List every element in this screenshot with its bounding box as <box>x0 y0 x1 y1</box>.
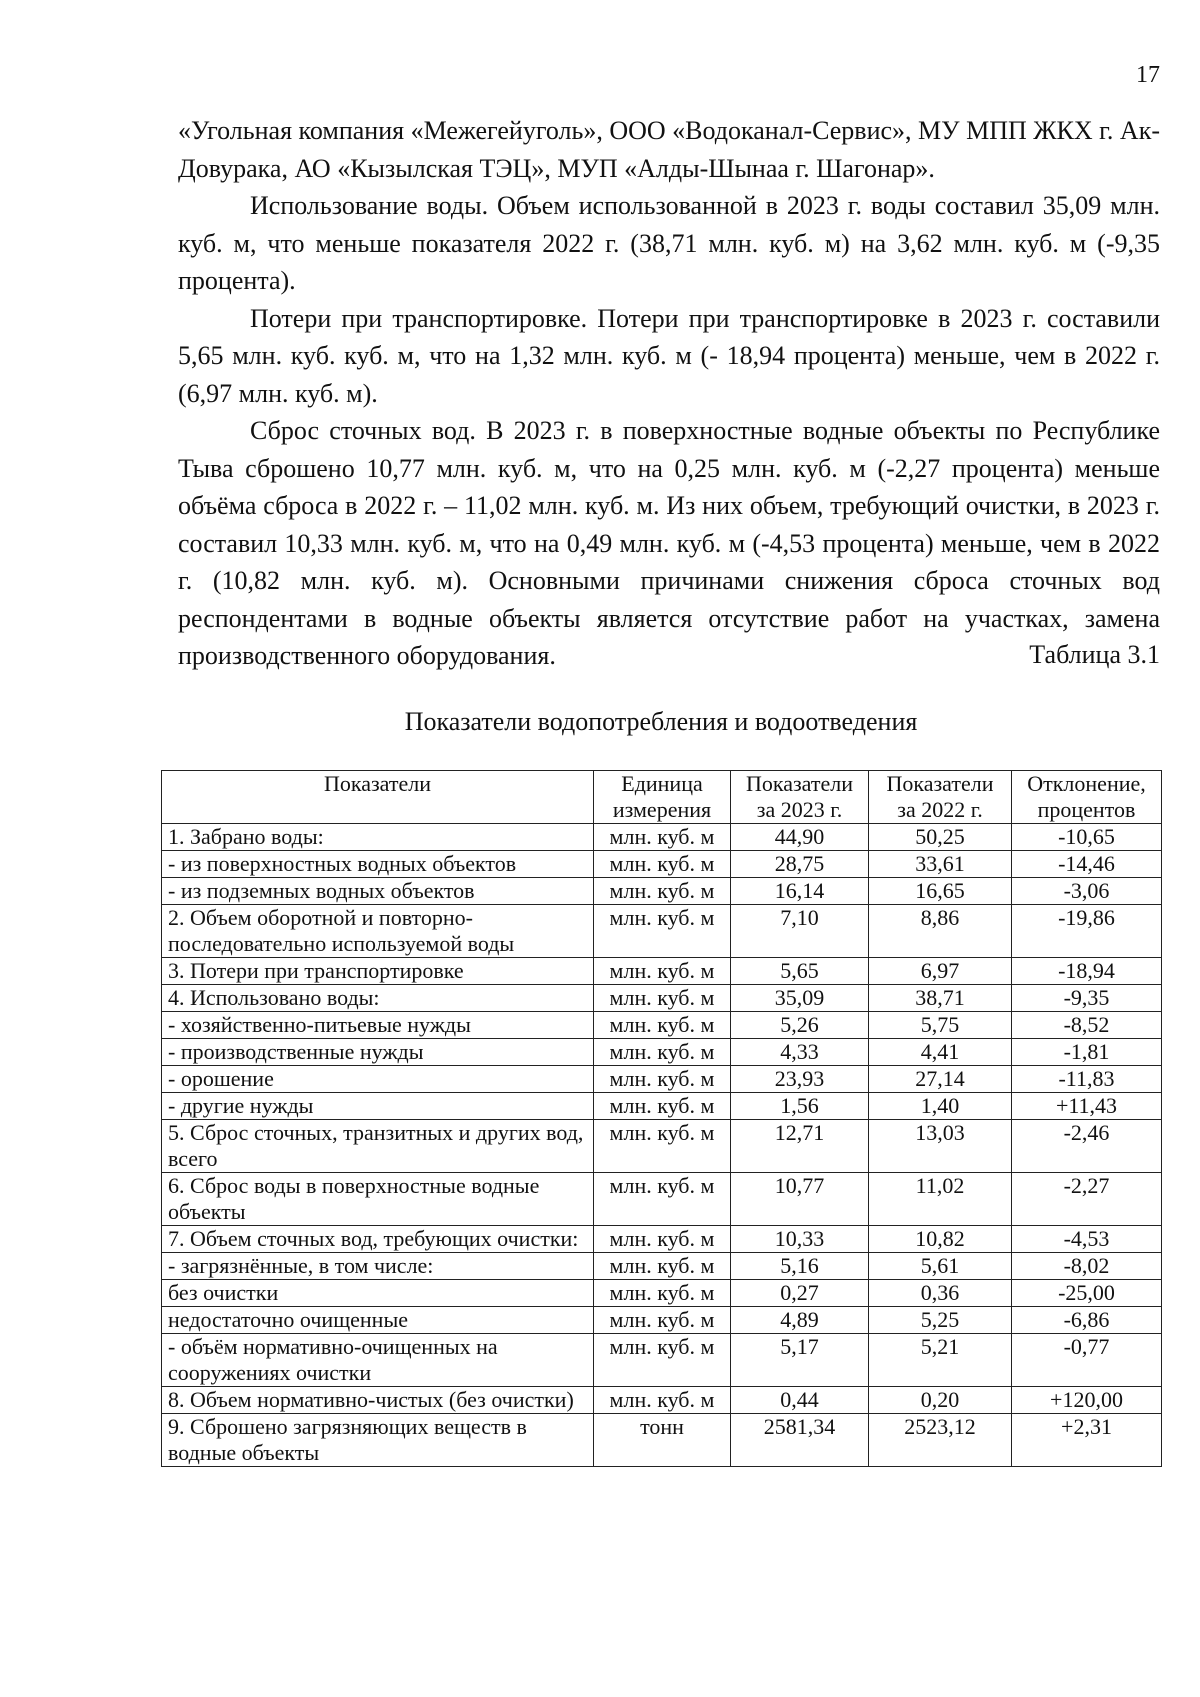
unit: тонн <box>594 1414 731 1467</box>
table-row <box>162 1093 1162 1120</box>
unit: млн. куб. м <box>594 1307 731 1334</box>
value-2023: 5,16 <box>731 1253 869 1280</box>
table-row <box>162 1226 1162 1253</box>
unit: млн. куб. м <box>594 1066 731 1093</box>
deviation-percent: -18,94 <box>1012 958 1162 985</box>
table-row <box>162 851 1162 878</box>
unit: млн. куб. м <box>594 1253 731 1280</box>
unit: млн. куб. м <box>594 824 731 851</box>
indicator-name: - объём нормативно-очищенных на сооружениях очистки <box>162 1334 594 1387</box>
unit: млн. куб. м <box>594 1039 731 1066</box>
value-2023: 44,90 <box>731 824 869 851</box>
value-2023: 1,56 <box>731 1093 869 1120</box>
value-2022: 11,02 <box>869 1173 1012 1226</box>
value-2023: 35,09 <box>731 985 869 1012</box>
table-row <box>162 1120 1162 1173</box>
indicator-name: - загрязнённые, в том числе: <box>162 1253 594 1280</box>
deviation-percent: -14,46 <box>1012 851 1162 878</box>
table-row <box>162 1039 1162 1066</box>
table-header-row <box>162 771 1162 824</box>
unit: млн. куб. м <box>594 1387 731 1414</box>
unit: млн. куб. м <box>594 1173 731 1226</box>
header-deviation: Отклонение, процентов <box>1012 771 1162 824</box>
indicator-name: - другие нужды <box>162 1093 594 1120</box>
deviation-percent: -4,53 <box>1012 1226 1162 1253</box>
unit: млн. куб. м <box>594 1280 731 1307</box>
indicator-name: 3. Потери при транспортировке <box>162 958 594 985</box>
value-2022: 8,86 <box>869 905 1012 958</box>
value-2022: 0,36 <box>869 1280 1012 1307</box>
value-2022: 16,65 <box>869 878 1012 905</box>
deviation-percent: +2,31 <box>1012 1414 1162 1467</box>
table-label: Таблица 3.1 <box>1029 640 1160 669</box>
deviation-percent: -1,81 <box>1012 1039 1162 1066</box>
deviation-percent: -0,77 <box>1012 1334 1162 1387</box>
deviation-percent: -10,65 <box>1012 824 1162 851</box>
value-2022: 2523,12 <box>869 1414 1012 1467</box>
header-2022: Показатели за 2022 г. <box>869 771 1012 824</box>
indicator-name: - из подземных водных объектов <box>162 878 594 905</box>
unit: млн. куб. м <box>594 905 731 958</box>
unit: млн. куб. м <box>594 958 731 985</box>
value-2022: 5,75 <box>869 1012 1012 1039</box>
value-2022: 27,14 <box>869 1066 1012 1093</box>
paragraph-wastewater-discharge: Сброс сточных вод. В 2023 г. в поверхностные водные объекты по Республике Тыва сброшено 10,77 млн. куб. м, что на 0,25 млн. куб. м (-2,27 процента) меньше объёма сброса в 2022 г. – 11,02 млн. куб. м. Из них объем, требующий очистки, в 2023 г. составил 10,33 млн. куб. м, что на 0,49 млн. куб. м (-4,53 процента) меньше, чем в 2022 г. (10,82 млн. куб. м). Основными причинами снижения сброса сточных вод респондентами в водные объекты является отсутствие работ на участках, замена производственного оборудования. <box>178 416 1160 670</box>
table-row <box>162 1012 1162 1039</box>
value-2022: 0,20 <box>869 1387 1012 1414</box>
unit: млн. куб. м <box>594 1226 731 1253</box>
value-2022: 38,71 <box>869 985 1012 1012</box>
value-2022: 33,61 <box>869 851 1012 878</box>
value-2023: 5,17 <box>731 1334 869 1387</box>
table-row <box>162 1173 1162 1226</box>
table-row <box>162 1066 1162 1093</box>
deviation-percent: -3,06 <box>1012 878 1162 905</box>
table-row <box>162 1334 1162 1387</box>
deviation-percent: -8,02 <box>1012 1253 1162 1280</box>
table-row <box>162 958 1162 985</box>
table-row <box>162 985 1162 1012</box>
value-2023: 5,65 <box>731 958 869 985</box>
value-2022: 50,25 <box>869 824 1012 851</box>
indicator-name: 8. Объем нормативно-чистых (без очистки) <box>162 1387 594 1414</box>
table-row <box>162 905 1162 958</box>
value-2023: 10,77 <box>731 1173 869 1226</box>
water-indicators-table <box>161 770 1162 1467</box>
deviation-percent: -2,46 <box>1012 1120 1162 1173</box>
header-unit: Единица измерения <box>594 771 731 824</box>
value-2023: 10,33 <box>731 1226 869 1253</box>
table-row <box>162 1387 1162 1414</box>
value-2022: 4,41 <box>869 1039 1012 1066</box>
deviation-percent: -25,00 <box>1012 1280 1162 1307</box>
value-2022: 6,97 <box>869 958 1012 985</box>
unit: млн. куб. м <box>594 1093 731 1120</box>
deviation-percent: +11,43 <box>1012 1093 1162 1120</box>
value-2022: 1,40 <box>869 1093 1012 1120</box>
value-2023: 28,75 <box>731 851 869 878</box>
indicator-name: 4. Использовано воды: <box>162 985 594 1012</box>
paragraph-continuation: «Угольная компания «Межегейуголь», ООО «Водоканал-Сервис», МУ МПП ЖКХ г. Ак-Довурака, АО «Кызылская ТЭЦ», МУП «Алды-Шынаа г. Шагонар». <box>178 116 1160 183</box>
deviation-percent: -6,86 <box>1012 1307 1162 1334</box>
value-2022: 10,82 <box>869 1226 1012 1253</box>
value-2023: 16,14 <box>731 878 869 905</box>
value-2023: 0,44 <box>731 1387 869 1414</box>
table-row <box>162 1280 1162 1307</box>
indicator-name: недостаточно очищенные <box>162 1307 594 1334</box>
indicator-name: 7. Объем сточных вод, требующих очистки: <box>162 1226 594 1253</box>
value-2023: 12,71 <box>731 1120 869 1173</box>
value-2023: 4,33 <box>731 1039 869 1066</box>
indicator-name: - из поверхностных водных объектов <box>162 851 594 878</box>
unit: млн. куб. м <box>594 1334 731 1387</box>
value-2023: 23,93 <box>731 1066 869 1093</box>
value-2023: 2581,34 <box>731 1414 869 1467</box>
deviation-percent: -8,52 <box>1012 1012 1162 1039</box>
unit: млн. куб. м <box>594 878 731 905</box>
indicator-name: - хозяйственно-питьевые нужды <box>162 1012 594 1039</box>
value-2023: 0,27 <box>731 1280 869 1307</box>
unit: млн. куб. м <box>594 851 731 878</box>
paragraph-water-use: Использование воды. Объем использованной в 2023 г. воды составил 35,09 млн. куб. м, что меньше показателя 2022 г. (38,71 млн. куб. м) на 3,62 млн. куб. м (-9,35 процента). <box>178 191 1160 295</box>
unit: млн. куб. м <box>594 1120 731 1173</box>
value-2023: 5,26 <box>731 1012 869 1039</box>
value-2022: 13,03 <box>869 1120 1012 1173</box>
unit: млн. куб. м <box>594 1012 731 1039</box>
deviation-percent: -19,86 <box>1012 905 1162 958</box>
value-2023: 4,89 <box>731 1307 869 1334</box>
table-row <box>162 1253 1162 1280</box>
indicator-name: - производственные нужды <box>162 1039 594 1066</box>
value-2022: 5,61 <box>869 1253 1012 1280</box>
table-row <box>162 1414 1162 1467</box>
indicator-name: 2. Объем оборотной и повторно-последовательно используемой воды <box>162 905 594 958</box>
value-2023: 7,10 <box>731 905 869 958</box>
deviation-percent: -11,83 <box>1012 1066 1162 1093</box>
header-indicators: Показатели <box>162 771 594 824</box>
body-text <box>178 112 1160 675</box>
table-body <box>162 824 1162 1467</box>
value-2022: 5,25 <box>869 1307 1012 1334</box>
deviation-percent: -2,27 <box>1012 1173 1162 1226</box>
header-2023: Показатели за 2023 г. <box>731 771 869 824</box>
table-row <box>162 1307 1162 1334</box>
indicator-name: 1. Забрано воды: <box>162 824 594 851</box>
deviation-percent: +120,00 <box>1012 1387 1162 1414</box>
unit: млн. куб. м <box>594 985 731 1012</box>
paragraph-transport-losses: Потери при транспортировке. Потери при транспортировке в 2023 г. составили 5,65 млн. куб. куб. м, что на 1,32 млн. куб. м (- 18,94 процента) меньше, чем в 2022 г. (6,97 млн. куб. м). <box>178 303 1160 408</box>
indicator-name: 6. Сброс воды в поверхностные водные объекты <box>162 1173 594 1226</box>
page-number: 17 <box>1136 62 1160 88</box>
indicator-name: 5. Сброс сточных, транзитных и других вод, всего <box>162 1120 594 1173</box>
deviation-percent: -9,35 <box>1012 985 1162 1012</box>
table-row <box>162 824 1162 851</box>
value-2022: 5,21 <box>869 1334 1012 1387</box>
indicator-name: 9. Сброшено загрязняющих веществ в водные объекты <box>162 1414 594 1467</box>
table-row <box>162 878 1162 905</box>
indicator-name: - орошение <box>162 1066 594 1093</box>
indicator-name: без очистки <box>162 1280 594 1307</box>
table-title: Показатели водопотребления и водоотведения <box>404 707 918 736</box>
